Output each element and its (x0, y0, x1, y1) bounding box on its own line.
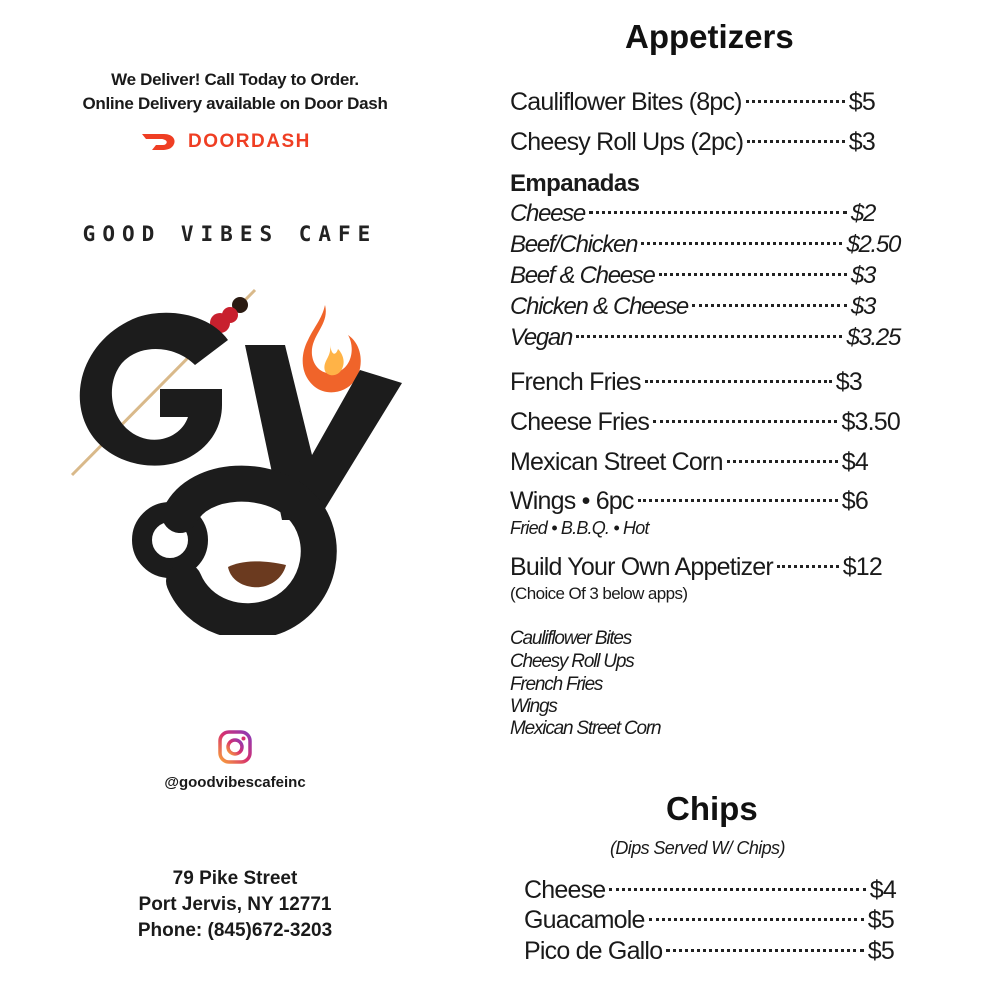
item-price: $4 (869, 876, 896, 904)
menu-item (510, 487, 868, 516)
build-note: (Choice Of 3 below apps) (510, 584, 688, 603)
choice-item: Cauliflower Bites (510, 628, 632, 649)
menu-item (510, 262, 875, 290)
dot-leader (649, 918, 864, 921)
menu-item (524, 937, 894, 966)
item-name: Beef/Chicken (510, 231, 638, 258)
item-price: $3.50 (841, 408, 900, 436)
delivery-notice: We Deliver! Call Today to Order. (111, 70, 359, 89)
item-name: Cheesy Roll Ups (2pc) (510, 128, 744, 156)
doordash-icon (140, 131, 178, 153)
next-page-edge (990, 0, 1000, 1000)
item-name: Guacamole (524, 906, 645, 934)
dot-leader (641, 242, 842, 245)
choice-item: French Fries (510, 674, 603, 695)
menu-item (510, 408, 900, 437)
dot-leader (747, 140, 844, 143)
address-city: Port Jervis, NY 12771 (138, 894, 332, 915)
dot-leader (727, 460, 838, 463)
menu-item (510, 368, 862, 397)
dot-leader (746, 100, 845, 103)
item-name: Mexican Street Corn (510, 448, 723, 476)
cafe-info-panel (0, 0, 470, 1000)
item-price: $12 (842, 553, 882, 581)
item-price: $5 (848, 88, 875, 116)
menu-item (510, 324, 900, 352)
dot-leader (609, 888, 865, 891)
instagram-icon[interactable] (218, 730, 252, 764)
address-street: 79 Pike Street (172, 868, 298, 889)
dot-leader (645, 380, 832, 383)
dot-leader (659, 273, 847, 276)
instagram-handle[interactable]: @goodvibescafeinc (164, 774, 306, 791)
choice-item: Mexican Street Corn (510, 718, 661, 739)
item-price: $5 (867, 937, 894, 965)
choice-item: Cheesy Roll Ups (510, 651, 634, 672)
dot-leader (777, 565, 839, 568)
dot-leader (666, 949, 863, 952)
item-price: $6 (841, 487, 868, 515)
item-name: Chicken & Cheese (510, 293, 688, 320)
dot-leader (692, 304, 847, 307)
item-price: $3 (850, 293, 875, 320)
appetizers-title: Appetizers (625, 18, 794, 55)
item-name: French Fries (510, 368, 641, 396)
menu-item (524, 876, 896, 905)
item-price: $2 (850, 200, 875, 227)
menu-item (510, 231, 900, 259)
chips-subtitle: (Dips Served W/ Chips) (610, 838, 785, 858)
item-price: $5 (867, 906, 894, 934)
item-price: $3 (835, 368, 862, 396)
menu-item (524, 906, 894, 935)
dot-leader (589, 211, 847, 214)
online-delivery-notice: Online Delivery available on Door Dash (82, 94, 388, 113)
dot-leader (576, 335, 842, 338)
dot-leader (653, 420, 837, 423)
doordash-label: DOORDASH (188, 131, 311, 152)
chips-title: Chips (666, 790, 758, 827)
item-price: $2.50 (846, 231, 900, 258)
menu-item (510, 553, 882, 582)
item-name: Cheese (524, 876, 606, 904)
menu-item (510, 128, 875, 157)
item-name: Cheese (510, 200, 585, 227)
item-price: $3.25 (846, 324, 900, 351)
item-name: Wings • 6pc (510, 487, 634, 515)
item-name: Pico de Gallo (524, 937, 663, 965)
item-name: Vegan (510, 324, 573, 351)
dot-leader (638, 499, 838, 502)
empanadas-heading: Empanadas (510, 170, 640, 197)
wings-options: Fried • B.B.Q. • Hot (510, 518, 649, 538)
menu-item (510, 293, 875, 321)
item-price: $3 (850, 262, 875, 289)
doordash-badge[interactable] (140, 128, 311, 156)
item-price: $3 (848, 128, 875, 156)
item-name: Build Your Own Appetizer (510, 553, 773, 581)
menu-item (510, 200, 875, 228)
menu-item (510, 448, 868, 477)
item-price: $4 (841, 448, 868, 476)
menu-item (510, 88, 875, 117)
item-name: Beef & Cheese (510, 262, 655, 289)
phone-number[interactable]: Phone: (845)672-3203 (137, 920, 333, 941)
choice-item: Wings (510, 696, 557, 717)
item-name: Cheese Fries (510, 408, 650, 436)
cafe-logo (60, 285, 420, 635)
item-name: Cauliflower Bites (8pc) (510, 88, 742, 116)
menu-panel (500, 0, 980, 1000)
cafe-name: GOOD VIBES CAFE (82, 222, 378, 246)
